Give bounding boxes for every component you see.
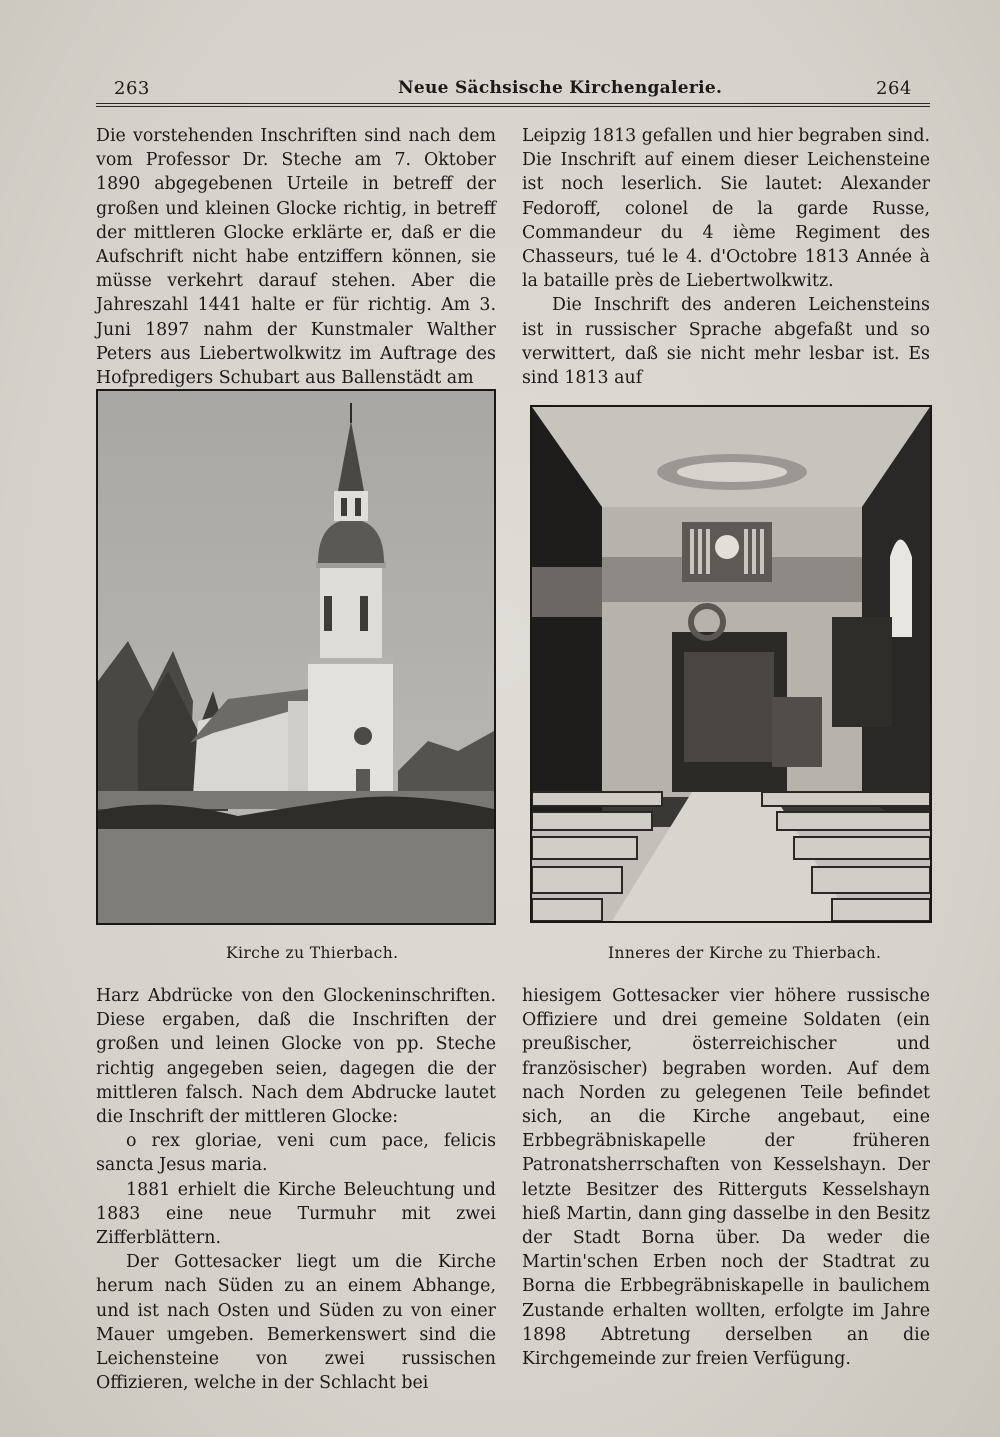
church-exterior-illustration [98, 391, 494, 923]
left-column-bottom-text [96, 984, 496, 1395]
page-number-right: 264 [876, 78, 912, 99]
right-column-top-text [522, 124, 930, 390]
quoted-inscription: o rex gloriae, veni cum pace, felicis sancta Jesus maria. [96, 1131, 496, 1176]
running-title: Neue Sächsische Kirchengalerie. [398, 78, 723, 98]
header-rule [96, 103, 930, 107]
paragraph: Der Gottesacker liegt um die Kirche herum nach Süden zu an einem Abhange, und ist nach Osten und Süden zu von einer Mauer umgeben. Bemerkenswert sind die Leichensteine von zwei russischen Offizieren, welche in der Schlacht bei [96, 1252, 496, 1394]
paragraph: Die Inschrift des anderen Leichensteins ist in russischer Sprache abgefaßt und so verwittert, daß sie nicht mehr lesbar ist. Es sind 1813 auf [522, 295, 930, 389]
paragraph: hiesigem Gottesacker vier höhere russische Offiziere und drei gemeine Soldaten (ein preußischer, österreichischer und französischer) begraben worden. Auf dem nach Norden zu gelegenen Teile befindet sich, an die Kirche angebaut, eine Erbbegräbniskapelle der früheren Patronatsherrschaften von Kesselshayn. Der letzte Besitzer des Ritterguts Kesselshayn hieß Martin, dann ging dasselbe in den Besitz der Stadt Borna über. Da weder die Martin'schen Erben noch der Stadtrat zu Borna die Erbbegräbniskapelle in baulichem Zustande erhalten wollten, erfolgte im Jahre 1898 Abtretung derselben an die Kirchgemeinde zur freien Verfügung. [522, 986, 930, 1370]
caption-church-interior: Inneres der Kirche zu Thierbach. [608, 944, 882, 962]
paragraph: Leipzig 1813 gefallen und hier begraben sind. Die Inschrift auf einem dieser Leichensteine ist noch leserlich. Sie lautet: Alexander Fedoroff, colonel de la garde Russe, Commandeur du 4 ième Regiment des Chasseurs, tué le 4. d'Octobre 1813 Année à la bataille près de Liebertwolkwitz. [522, 126, 930, 292]
left-column-top-text [96, 124, 496, 390]
paragraph: Harz Abdrücke von den Glockeninschriften. Diese ergaben, daß die Inschriften der großen und leinen Glocke von pp. Steche richtig angegeben seien, dagegen die der mittleren falsch. Nach dem Abdrucke lautet die Inschrift der mittleren Glocke: [96, 986, 496, 1128]
paragraph: Die vorstehenden Inschriften sind nach dem vom Professor Dr. Steche am 7. Oktober 1890 abgegebenen Urteile in betreff der großen und kleinen Glocke richtig, in betreff der mittleren Glocke erklärte er, daß er die Aufschrift nicht habe entziffern können, sie müsse verkehrt darauf stehen. Aber die Jahreszahl 1441 halte er für richtig. Am 3. Juni 1897 nahm der Kunstmaler Walther Peters aus Liebertwolkwitz im Auftrage des Hofpredigers Schubart aus Ballenstädt am [96, 126, 496, 389]
paragraph: 1881 erhielt die Kirche Beleuchtung und 1883 eine neue Turmuhr mit zwei Zifferblättern. [96, 1179, 496, 1249]
church-interior-illustration [532, 407, 930, 921]
caption-church-exterior: Kirche zu Thierbach. [226, 944, 399, 962]
right-column-bottom-text [522, 984, 930, 1371]
church-exterior-photo [96, 389, 496, 925]
church-interior-photo [530, 405, 932, 923]
page-number-left: 263 [114, 78, 150, 99]
